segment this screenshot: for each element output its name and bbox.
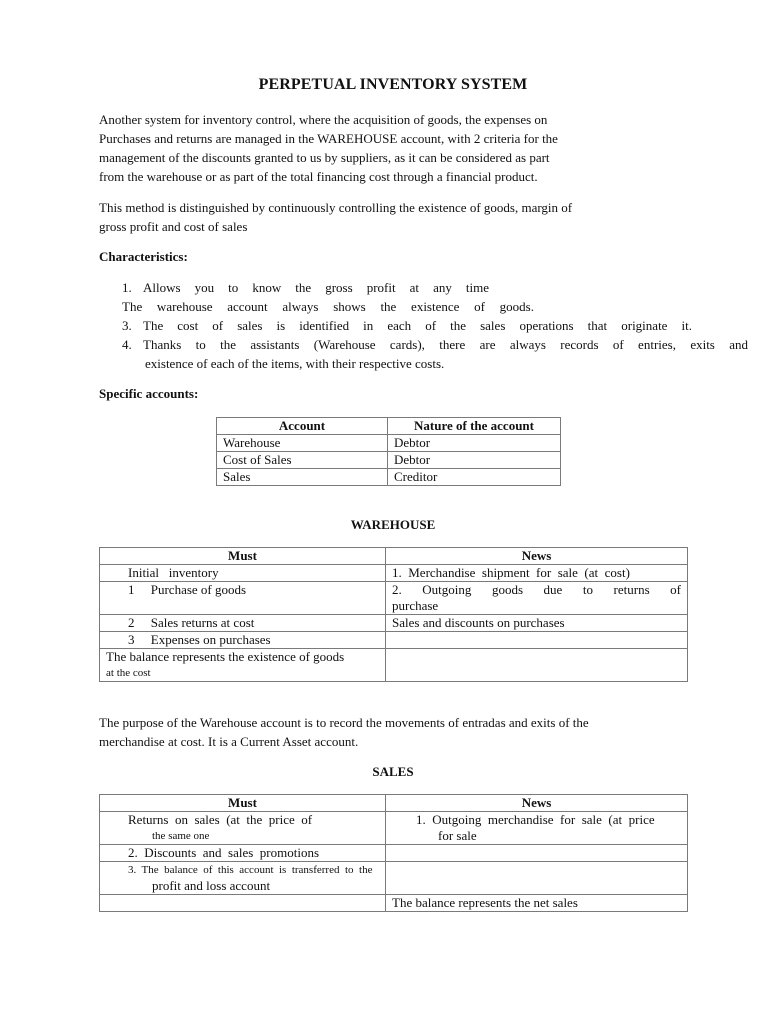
account-cell: Sales (217, 469, 388, 486)
column-header-must: Must (100, 548, 386, 565)
table-row (100, 632, 688, 649)
characteristic-item-4 (122, 337, 748, 353)
intro-line: management of the discounts granted to us by suppliers, as it can be considered as part (99, 150, 550, 165)
table-row (217, 435, 561, 452)
column-header-news: News (386, 548, 688, 565)
must-cell (100, 862, 386, 895)
news-line: purchase (392, 598, 439, 613)
news-cell (386, 812, 688, 845)
purpose-paragraph (99, 713, 659, 751)
warehouse-table (99, 547, 688, 682)
intro-line: Another system for inventory control, where the acquisition of goods, the expenses on (99, 112, 548, 127)
must-line: at the cost (106, 667, 151, 679)
table-row (100, 649, 688, 682)
method-paragraph (99, 198, 639, 236)
characteristic-item-3 (122, 318, 692, 334)
column-header-must: Must (100, 795, 386, 812)
method-line: gross profit and cost of sales (99, 219, 248, 234)
must-line: profit and loss account (152, 878, 271, 893)
purpose-line: The purpose of the Warehouse account is to record the movements of entradas and exits of the (99, 715, 589, 730)
table-row (100, 895, 688, 912)
specific-accounts-table (216, 417, 561, 486)
warehouse-heading: WAREHOUSE (350, 517, 436, 532)
must-line: 3. The balance of this account is transferred to the (128, 864, 373, 876)
intro-line: Purchases and returns are managed in the WAREHOUSE account, with 2 criteria for the (99, 131, 558, 146)
table-row (100, 582, 688, 615)
news-line: for sale (438, 828, 477, 843)
intro-line: from the warehouse or as part of the total financing cost through a financial product. (99, 169, 538, 184)
sales-table (99, 794, 688, 912)
news-cell: Sales and discounts on purchases (386, 615, 688, 632)
table-row (100, 845, 688, 862)
news-cell (386, 845, 688, 862)
characteristic-item-2: The warehouse account always shows the existence of goods. (122, 299, 534, 314)
table-row (217, 452, 561, 469)
account-cell: Cost of Sales (217, 452, 388, 469)
characteristic-item-1 (122, 280, 489, 296)
must-cell (100, 895, 386, 912)
nature-cell: Creditor (388, 469, 561, 486)
table-header-row (217, 418, 561, 435)
table-header-row (100, 795, 688, 812)
column-header-nature: Nature of the account (388, 418, 561, 435)
news-cell (386, 632, 688, 649)
nature-cell: Debtor (388, 452, 561, 469)
table-row (217, 469, 561, 486)
must-cell: 2 Sales returns at cost (100, 615, 386, 632)
news-cell (386, 582, 688, 615)
must-line: the same one (152, 830, 210, 842)
must-line: The balance represents the existence of goods (106, 649, 345, 664)
table-header-row (100, 548, 688, 565)
page-title: PERPETUAL INVENTORY SYSTEM (258, 76, 528, 93)
must-cell: 3 Expenses on purchases (100, 632, 386, 649)
must-cell: Initial inventory (100, 565, 386, 582)
specific-accounts-heading: Specific accounts: (99, 386, 199, 401)
must-cell: 2. Discounts and sales promotions (100, 845, 386, 862)
must-cell: 1 Purchase of goods (100, 582, 386, 615)
characteristic-item-4-continued: existence of each of the items, with their respective costs. (145, 356, 445, 371)
table-row (100, 565, 688, 582)
must-cell (100, 812, 386, 845)
item-text: The cost of sales is identified in each of the sales operations that originate it. (143, 318, 692, 333)
news-cell (386, 862, 688, 895)
table-row (100, 862, 688, 895)
column-header-account: Account (217, 418, 388, 435)
news-cell: 1. Merchandise shipment for sale (at cost) (386, 565, 688, 582)
sales-heading: SALES (372, 764, 414, 779)
news-line: 2. Outgoing goods due to returns of (392, 582, 681, 597)
item-text: Thanks to the assistants (Warehouse cards), there are always records of entries, exits and (143, 337, 748, 352)
column-header-news: News (386, 795, 688, 812)
account-cell: Warehouse (217, 435, 388, 452)
news-cell (386, 649, 688, 682)
method-line: This method is distinguished by continuously controlling the existence of goods, margin of (99, 200, 573, 215)
characteristics-heading: Characteristics: (99, 249, 188, 264)
table-row (100, 615, 688, 632)
must-line: Returns on sales (at the price of (128, 812, 313, 827)
intro-paragraph (99, 110, 639, 186)
item-text: Allows you to know the gross profit at any time (143, 280, 489, 295)
table-row (100, 812, 688, 845)
purpose-line: merchandise at cost. It is a Current Asset account. (99, 734, 359, 749)
item-number: 1. (122, 280, 132, 295)
item-number: 4. (122, 337, 132, 352)
news-line: 1. Outgoing merchandise for sale (at price (416, 812, 655, 827)
item-number: 3. (122, 318, 132, 333)
must-cell (100, 649, 386, 682)
news-cell: The balance represents the net sales (386, 895, 688, 912)
nature-cell: Debtor (388, 435, 561, 452)
